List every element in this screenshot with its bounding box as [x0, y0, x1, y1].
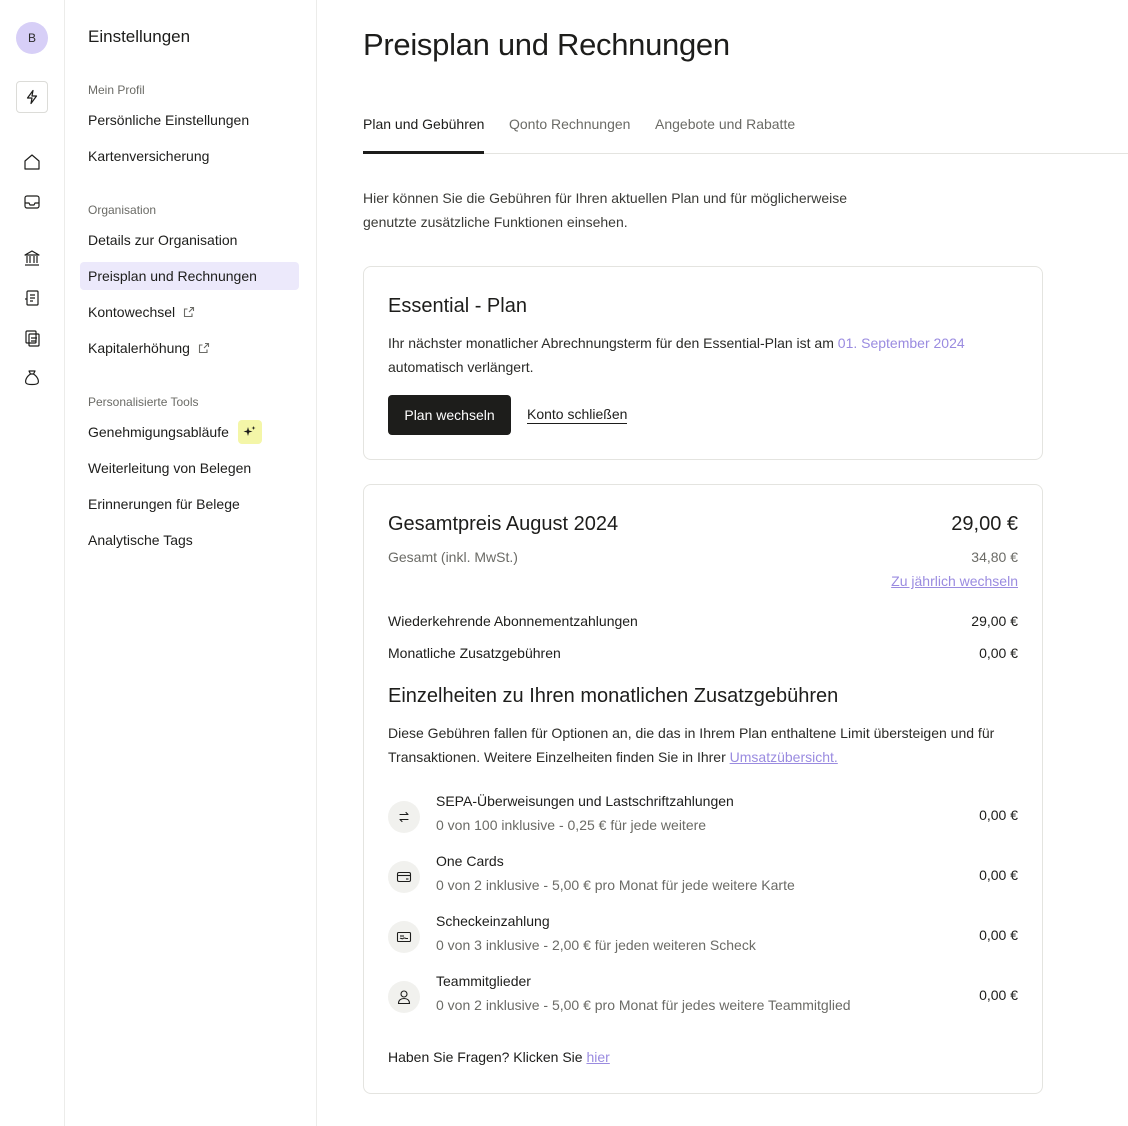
fee-amount: 0,00 € — [979, 867, 1018, 883]
nav-item-receipt-reminders[interactable] — [80, 490, 299, 518]
fee-name: Teammitglieder — [436, 973, 531, 989]
nav-item-label: Persönliche Einstellungen — [88, 112, 250, 128]
details-text — [388, 721, 1018, 769]
tab-bar — [363, 110, 1128, 154]
user-icon — [388, 981, 420, 1013]
external-link-icon — [198, 342, 210, 354]
details-title: Einzelheiten zu Ihren monatlichen Zusatzgebühren — [388, 685, 839, 707]
nav-item-label: Genehmigungsabläufe — [88, 424, 229, 440]
fee-row — [388, 913, 1018, 961]
extra-fees-label: Monatliche Zusatzgebühren — [388, 645, 561, 661]
nav-item-approval-workflows[interactable] — [80, 418, 299, 446]
turnover-overview-link[interactable]: Umsatzübersicht. — [729, 749, 838, 765]
money-bag-icon[interactable] — [22, 368, 42, 388]
intro-text: Hier können Sie die Gebühren für Ihren aktuellen Plan und für möglicherweise genutzte zusätzliche Funktionen einsehen. — [363, 190, 848, 230]
external-link-icon — [183, 306, 195, 318]
transfer-icon — [388, 801, 420, 833]
fee-description: 0 von 3 inklusive - 2,00 € für jeden weiteren Scheck — [436, 937, 756, 953]
details-text-body: Diese Gebühren fallen für Optionen an, die das in Ihrem Plan enthaltene Limit übersteigen und für Transaktionen. Weitere Einzelheiten finden Sie in Ihrer — [388, 725, 995, 765]
plan-renewal-text — [388, 331, 1008, 379]
nav-item-label: Erinnerungen für Belege — [88, 496, 240, 512]
recurring-label: Wiederkehrende Abonnementzahlungen — [388, 613, 638, 629]
extra-fees-row — [388, 645, 1018, 661]
change-plan-button[interactable]: Plan wechseln — [388, 395, 511, 435]
nav-section-profile: Mein Profil — [88, 83, 145, 97]
close-account-link[interactable]: Konto schließen — [527, 406, 628, 422]
fee-name: Scheckeinzahlung — [436, 913, 550, 929]
check-icon — [388, 921, 420, 953]
total-row — [388, 513, 1018, 536]
nav-title: Einstellungen — [88, 27, 191, 46]
main-content — [317, 0, 1128, 1126]
plan-title: Essential - Plan — [388, 295, 527, 317]
nav-item-card-insurance[interactable] — [80, 142, 299, 170]
tab-qonto-invoices[interactable]: Qonto Rechnungen — [509, 116, 631, 132]
home-icon[interactable] — [22, 152, 42, 172]
nav-item-label: Weiterleitung von Belegen — [88, 460, 252, 476]
fee-name: SEPA-Überweisungen und Lastschriftzahlungen — [436, 793, 734, 809]
fee-description: 0 von 2 inklusive - 5,00 € pro Monat für jedes weitere Teammitglied — [436, 997, 851, 1013]
nav-item-label: Details zur Organisation — [88, 232, 238, 248]
settings-nav — [65, 0, 317, 1126]
fee-amount: 0,00 € — [979, 987, 1018, 1003]
nav-item-receipt-forwarding[interactable] — [80, 454, 299, 482]
extra-fees-value: 0,00 € — [979, 645, 1018, 661]
fee-amount: 0,00 € — [979, 927, 1018, 943]
nav-item-organisation-details[interactable] — [80, 226, 299, 254]
bolt-icon[interactable] — [16, 81, 48, 113]
faq-text-body: Haben Sie Fragen? Klicken Sie — [388, 1049, 587, 1065]
inbox-icon[interactable] — [22, 192, 42, 212]
renewal-date: 01. September 2024 — [837, 335, 965, 351]
recurring-row — [388, 613, 1018, 629]
fee-name: One Cards — [436, 853, 504, 869]
fee-row — [388, 973, 1018, 1021]
card-icon — [388, 861, 420, 893]
nav-item-label: Kartenversicherung — [88, 148, 210, 164]
fee-row — [388, 793, 1018, 841]
fee-description: 0 von 100 inklusive - 0,25 € für jede weitere — [436, 817, 707, 833]
nav-item-analytic-tags[interactable] — [80, 526, 299, 554]
sparkle-icon — [238, 420, 262, 444]
nav-item-label: Kontowechsel — [88, 304, 176, 320]
recurring-value: 29,00 € — [971, 613, 1018, 629]
page-title: Preisplan und Rechnungen — [363, 27, 730, 62]
faq-link[interactable]: hier — [586, 1049, 610, 1065]
price-summary-card — [363, 484, 1043, 1094]
faq-text — [388, 1049, 610, 1065]
nav-item-account-switch[interactable] — [80, 298, 299, 326]
gross-row — [388, 549, 1018, 565]
tab-offers-discounts[interactable]: Angebote und Rabatte — [655, 116, 796, 132]
fee-amount: 0,00 € — [979, 807, 1018, 823]
documents-icon[interactable] — [22, 328, 42, 348]
total-price: 29,00 € — [951, 513, 1018, 535]
nav-item-label: Analytische Tags — [88, 532, 193, 548]
nav-item-pricing-invoices[interactable] — [80, 262, 299, 290]
renewal-text-start: Ihr nächster monatlicher Abrechnungsterm für den Essential-Plan ist am — [388, 335, 838, 351]
bank-icon[interactable] — [22, 248, 42, 268]
renewal-text-end: automatisch verlängert. — [388, 359, 534, 375]
total-title: Gesamtpreis August 2024 — [388, 513, 619, 535]
avatar[interactable]: B — [16, 22, 48, 54]
fee-description: 0 von 2 inklusive - 5,00 € pro Monat für jede weitere Karte — [436, 877, 795, 893]
nav-item-label: Kapitalerhöhung — [88, 340, 190, 356]
nav-item-personal-settings[interactable] — [80, 106, 299, 134]
icon-rail — [0, 0, 65, 1126]
plan-card — [363, 266, 1043, 460]
tab-plan-fees[interactable]: Plan und Gebühren — [363, 116, 484, 154]
nav-section-tools: Personalisierte Tools — [88, 395, 199, 409]
invoice-icon[interactable] — [22, 288, 42, 308]
gross-label: Gesamt (inkl. MwSt.) — [388, 549, 518, 565]
fee-row — [388, 853, 1018, 901]
nav-item-capital-increase[interactable] — [80, 334, 299, 362]
nav-item-label: Preisplan und Rechnungen — [88, 268, 257, 284]
switch-yearly-link[interactable]: Zu jährlich wechseln — [891, 573, 1018, 589]
gross-value: 34,80 € — [971, 549, 1018, 565]
nav-section-organisation: Organisation — [88, 203, 157, 217]
